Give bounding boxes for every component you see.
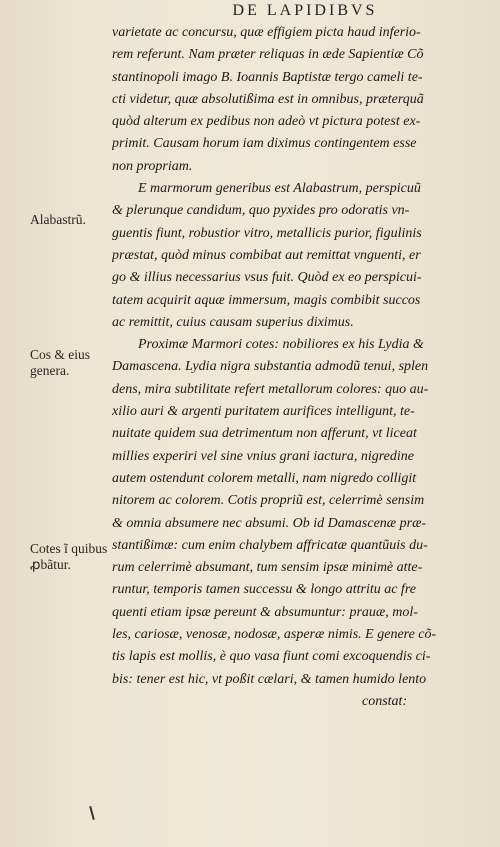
ink-mark: [89, 806, 95, 820]
text-line: constat:: [362, 693, 408, 709]
text-line: quòd alterum ex pedibus non adeò vt pictura potest ex-: [112, 114, 421, 130]
text-line: millies experiri vel sine vnius grani iactura, nigredine: [112, 448, 414, 464]
text-line: & omnia absumere nec absumi. Ob id Damascenæ præ-: [112, 515, 427, 531]
running-header: DE LAPIDIBVS: [232, 2, 378, 19]
text-line: tis lapis est mollis, è quo vasa fiunt comi excoquendis ci-: [112, 649, 431, 665]
text-line: varietate ac concursu, quæ effigiem picta haud inferio-: [112, 25, 421, 40]
text-line: rum celerrimè absumant, tum sensim ipsæ minimè atte-: [112, 560, 423, 576]
text-line: & plerunque candidum, quo pyxides pro odoratis vn-: [112, 203, 410, 219]
text-line: runtur, temporis tamen successu & longo attritu ac fre: [112, 582, 416, 598]
text-line: nuitate quidem sua detrimentum non afferunt, vt liceat: [112, 426, 417, 442]
text-line: E marmorum generibus est Alabastrum, perspicuũ: [138, 181, 421, 197]
text-line: Damascena. Lydia nigra substantia admodũ tenui, splen: [112, 359, 429, 375]
margin-note-cos-genera: Cos & eius genera.: [30, 347, 91, 378]
text-line: stantinopoli imago B. Ioannis Baptistæ tergo cameli te-: [112, 69, 423, 85]
text-line: cti videtur, quæ absolutißima est in omnibus, præterquã: [112, 91, 424, 107]
text-line: primit. Causam horum iam diximus contingentem esse: [112, 136, 417, 152]
text-line: dens, mira subtilitate refert metallorum colores: quo au-: [112, 381, 429, 397]
text-line: ac remittit, cuius causam superius diximus.: [112, 314, 354, 330]
body-text: [112, 22, 484, 713]
text-line: stantißimæ: cum enim chalybem affricatæ quantũuis du-: [112, 537, 428, 553]
text-line: autem ostendunt colorem metalli, nam nigredo colligit: [112, 470, 417, 486]
text-line: go & illius necessarius vsus fuit. Quòd ex eo perspicui-: [112, 270, 422, 286]
text-line: bis: tener est hic, vt poßit cælari, & tamen humido lento: [112, 671, 427, 687]
text-line: les, cariosæ, venosæ, nodosæ, asperæ nimis. E genere cõ-: [112, 627, 437, 643]
text-line: tatem acquirit aquæ immersum, magis combibit succos: [112, 292, 421, 308]
text-line: quenti etiam ipsæ pereunt & absumuntur: prauæ, mol-: [112, 604, 418, 620]
text-line: xilio auri & argenti puritatem aurifices intelligunt, te-: [112, 404, 415, 420]
text-line: non propriam.: [112, 158, 193, 174]
text-line: nitorem ac colorem. Cotis propriũ est, celerrimè sensim: [112, 493, 425, 509]
text-line: rem referunt. Nam præter reliquas in æde Sapientiæ Cõ: [112, 47, 424, 63]
text-line: guentis fiunt, robustior vitro, metallicis purior, figulinis: [112, 225, 422, 241]
text-line: Proximæ Marmori cotes: nobiliores ex his Lydia &: [138, 337, 424, 353]
text-line: præstat, quòd minus combibat aut remittat vnguenti, er: [112, 247, 421, 263]
margin-note-cotes-probantur: Cotes ĩ quibus ꝓbãtur.: [30, 541, 108, 572]
margin-note-alabastrum: Alabastrũ.: [30, 212, 86, 227]
